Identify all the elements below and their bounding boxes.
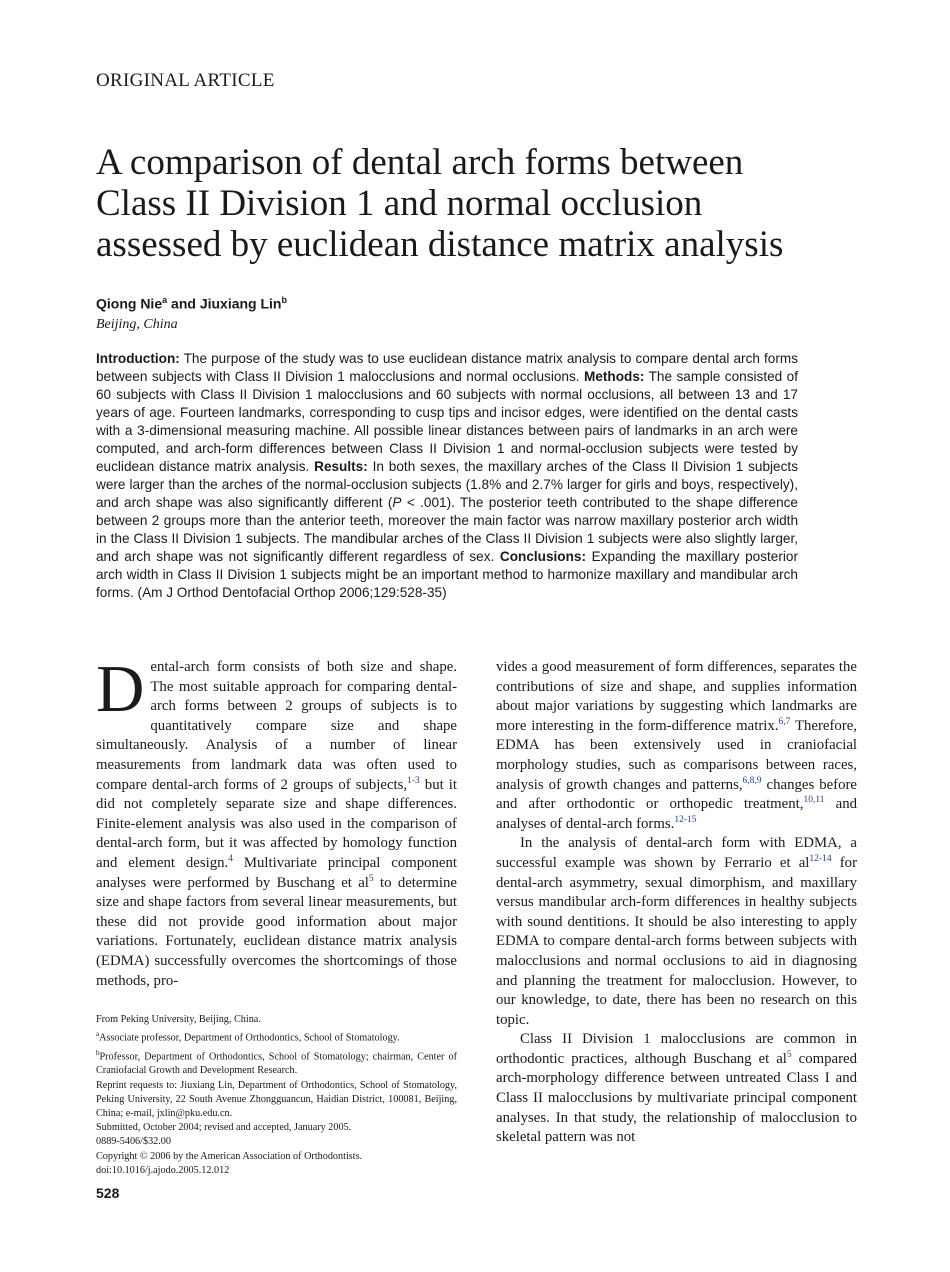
abstract-results-label: Results: <box>314 459 368 474</box>
footnote-affiliation: From Peking University, Beijing, China. <box>96 1014 261 1025</box>
title-line: A comparison of dental arch forms between <box>96 142 744 183</box>
affiliation-marker: a <box>162 295 168 305</box>
p-value-symbol: P <box>392 495 402 510</box>
body-text: ental-arch form consists of both size and shape. The most suitable approach for comparing dental-arch forms between 2 groups of subjects is to quantitatively compare size and shape simultaneously. Analysis of a number of linear measurements from landmark data was often used to compare dental-arch forms of 2 groups of subjects, <box>96 659 457 793</box>
body-paragraph <box>496 1030 857 1148</box>
title-line: Class II Division 1 and normal occlusion <box>96 183 703 224</box>
abstract-conclusions-text: Expanding the maxillary posterior arch width in Class II Division 1 subjects might be an important method to harmonize maxillary and mandibular arch forms. (Am J Orthod Dentofacial Orthop 2006;129:528-35) <box>96 549 798 600</box>
abstract-results-text: < .001). The posterior teeth contributed to the shape difference between 2 groups more than the anterior teeth, moreover the main factor was narrow maxillary posterior arch width in the Class II Division 1 subjects. The mandibular arches of the Class II Division 1 subjects were also slightly larger, and arch shape was not significantly different regardless of sex. <box>96 495 798 564</box>
body-column-right <box>496 658 857 1148</box>
author-list <box>96 295 287 312</box>
footnote-reprint: Reprint requests to: Jiuxiang Lin, Department of Orthodontics, School of Stomatology, Peking University, 22 South Avenue Zhongguancun, Haidian District, 100081, Beijing, China; e-mail, jxlin@pku.edu.cn. <box>96 1079 457 1119</box>
body-text: Class II Division 1 malocclusions are common in orthodontic practices, although Buschang et al <box>496 1031 857 1067</box>
footnote-author-b <box>96 1046 457 1079</box>
title-line: assessed by euclidean distance matrix analysis <box>96 224 784 265</box>
body-column-left <box>96 652 458 991</box>
citation-link[interactable]: 4 <box>228 854 233 865</box>
footnote-copyright: Copyright © 2006 by the American Association of Orthodontists. <box>96 1150 363 1162</box>
body-text: but it did not completely separate size and shape differences. Finite-element analysis was also used in the comparison of dental-arch form, but it was affected by homology function and element design. <box>96 776 457 871</box>
body-text: Multivariate principal component analyses were performed by Buschang et al <box>96 854 458 891</box>
body-paragraph <box>96 652 458 991</box>
citation-link[interactable]: 10,11 <box>803 795 825 806</box>
citation-link[interactable]: 5 <box>786 1049 792 1060</box>
body-text: to determine size and shape factors from several linear measurements, but these did not provide good information about major variations. Fortunately, euclidean distance matrix analysis (EDMA) successfully overcomes the shortcomings of those methods, pro- <box>96 874 457 989</box>
footnote-submitted: Submitted, October 2004; revised and accepted, January 2005. <box>96 1122 352 1134</box>
body-paragraph <box>496 834 857 1030</box>
footnote-text: Professor, Department of Orthodontics, School of Stomatology; chairman, Center of Craniofacial Growth and Development Research. <box>96 1051 457 1077</box>
footnote-marker: b <box>96 1048 100 1057</box>
page-number: 528 <box>96 1185 120 1201</box>
footnote-doi[interactable]: doi:10.1016/j.ajodo.2005.12.012 <box>96 1164 230 1176</box>
abstract-methods-label: Methods: <box>584 369 645 384</box>
body-text: changes before and after orthodontic or orthopedic treatment, <box>496 776 857 813</box>
citation-link[interactable]: 1-3 <box>407 775 420 786</box>
drop-cap: D <box>96 652 145 726</box>
abstract-methods-text: The sample consisted of 60 subjects with Class II Division 1 malocclusions and 60 subjects with normal occlusions, all between 13 and 17 years of age. Fourteen landmarks, corresponding to cusp tips and incisor edges, were identified on the dental casts with a 3-dimensional measuring machine. All possible linear distances between pairs of landmarks in an arch were computed, and arch-form differences between Class II Division 1 and normal-occlusion subjects were tested by euclidean distance matrix analysis. <box>96 369 799 474</box>
body-text: compared arch-morphology difference between untreated Class I and Class II malocclusions by multivariate principal component analyses. In that study, the relationship of malocclusion to skeletal pattern was not <box>496 1050 857 1146</box>
citation-link[interactable]: 12-15 <box>674 814 697 825</box>
abstract-results-text: In both sexes, the maxillary arches of the Class II Division 1 subjects were larger than the arches of the normal-occlusion subjects (1.8% and 2.7% larger for girls and boys, respectively), and arch shape was also significantly different ( <box>96 459 798 510</box>
body-text: and analyses of dental-arch forms. <box>496 796 857 832</box>
citation-link[interactable]: 6,8,9 <box>742 775 762 786</box>
body-text: In the analysis of dental-arch form with EDMA, a successful example was shown by Ferrario et al <box>496 835 857 871</box>
footnote-text: Associate professor, Department of Orthodontics, School of Stomatology. <box>99 1032 400 1044</box>
citation-link[interactable]: 6,7 <box>778 716 791 727</box>
footnote-author-a <box>96 1027 457 1046</box>
abstract-intro-label: Introduction: <box>96 351 180 366</box>
footnotes <box>96 1013 457 1178</box>
article-title <box>96 142 876 265</box>
section-label: ORIGINAL ARTICLE <box>96 70 275 91</box>
author-conjunction: and <box>167 295 200 312</box>
author-name: Qiong Nie <box>96 295 163 312</box>
abstract <box>96 350 798 602</box>
abstract-intro-text: The purpose of the study was to use euclidean distance matrix analysis to compare dental arch forms between subjects with Class II Division 1 malocclusions and normal occlusions. <box>96 351 798 384</box>
citation-link[interactable]: 5 <box>368 873 374 884</box>
body-text: vides a good measurement of form differences, separates the contributions of size and shape, and supplies information about major variations by suggesting which landmarks are more interesting in the form-difference matrix. <box>496 659 857 734</box>
citation-link[interactable]: 12-14 <box>809 854 832 865</box>
body-text: for dental-arch asymmetry, sexual dimorphism, and maxillary versus mandibular arch-form differences in healthy subjects with sound dentitions. It should be also interesting to apply EDMA to compare dental-arch forms between subjects with malocclusions and normal occlusions to aid in diagnosing and planning the treatment for malocclusion. However, to our knowledge, to date, there has been no research on this topic. <box>496 854 857 1028</box>
body-text: Therefore, EDMA has been extensively used in craniofacial morphology studies, such as comparisons between races, analysis of growth changes and patterns, <box>496 717 858 793</box>
author-name: Jiuxiang Lin <box>199 295 282 312</box>
abstract-conclusions-label: Conclusions: <box>499 549 587 564</box>
affiliation-marker: b <box>281 295 287 305</box>
body-paragraph <box>496 658 857 834</box>
footnote-issn: 0889-5406/$32.00 <box>96 1136 171 1148</box>
author-location: Beijing, China <box>96 317 178 332</box>
footnote-marker: a <box>96 1030 100 1039</box>
